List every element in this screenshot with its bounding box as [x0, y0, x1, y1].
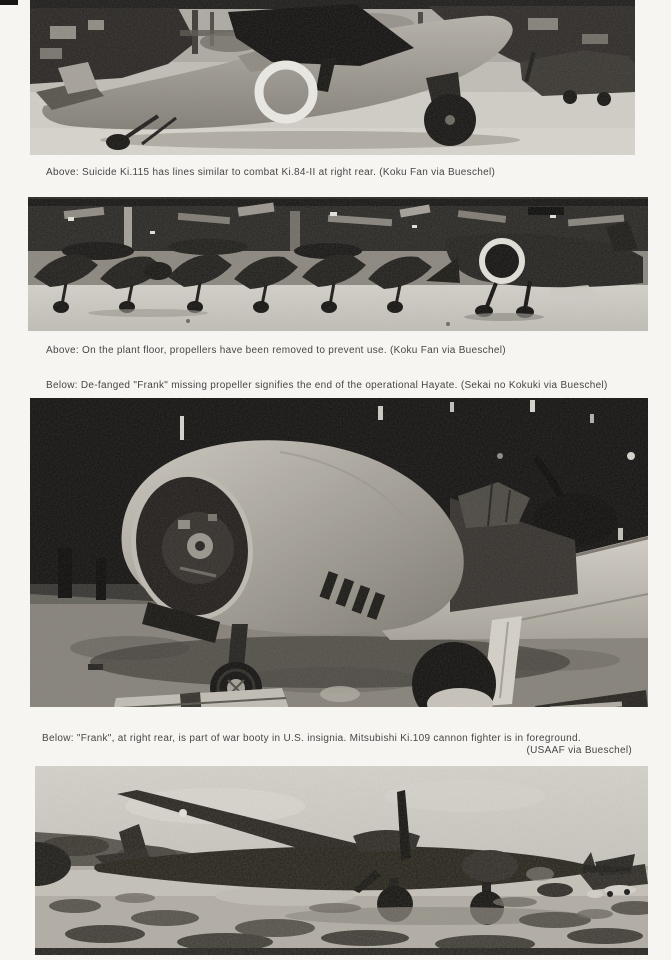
caption-frank-war-booty [42, 733, 632, 757]
photo-ki115-illustration [30, 0, 635, 155]
photo-frank-closeup-illustration [30, 398, 648, 707]
caption-frank-war-booty-credit: (USAAF via Bueschel) [526, 745, 632, 756]
caption-ki115: Above: Suicide Ki.115 has lines similar to combat Ki.84-II at right rear. (Koku Fan via Bueschel) [46, 167, 496, 178]
photo-ki115-suicide-aircraft [30, 0, 635, 155]
scan-artifact-mark [0, 0, 18, 5]
photo-plant-floor [28, 197, 648, 331]
caption-plant-floor: Above: On the plant floor, propellers have been removed to prevent use. (Koku Fan via Bueschel) [46, 345, 506, 356]
caption-frank-war-booty-text: Below: "Frank", at right rear, is part of war booty in U.S. insignia. Mitsubishi Ki.109 cannon fighter is in foreground. [42, 733, 581, 744]
caption-defanged-frank: Below: De-fanged "Frank" missing propeller signifies the end of the operational Hayate. (Sekai no Kokuki via Bueschel) [46, 380, 608, 391]
photo-plant-floor-illustration [28, 197, 648, 331]
photo-ki109-illustration [35, 766, 648, 955]
photo-ki109-field [35, 766, 648, 955]
photo-frank-closeup [30, 398, 648, 707]
